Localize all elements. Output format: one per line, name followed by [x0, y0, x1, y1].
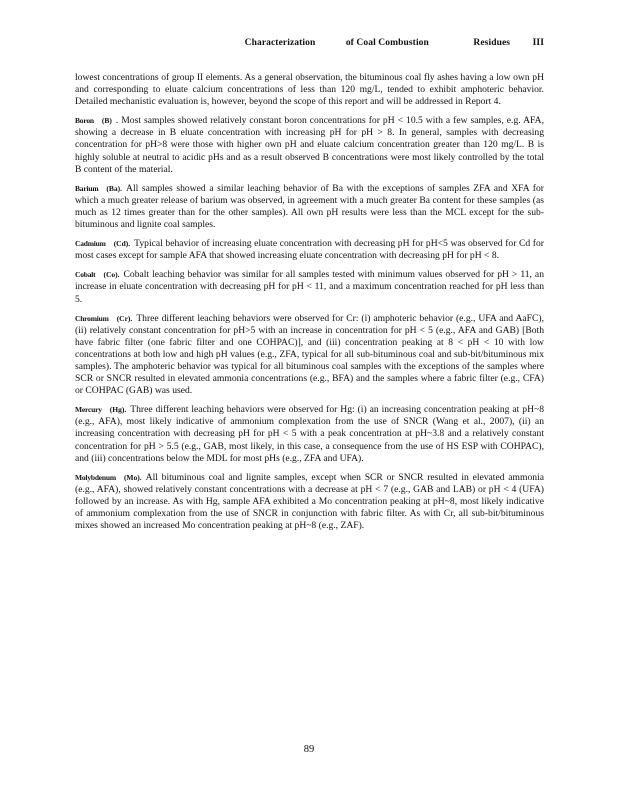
element-symbol: (Hg).: [109, 405, 127, 415]
paragraph-cadmium: [75, 238, 544, 262]
paragraph-lead: Cobalt: [75, 270, 96, 280]
header-part-1: Characterization: [244, 38, 316, 48]
element-symbol: (Cd).: [113, 239, 131, 249]
body-text: [75, 72, 544, 539]
header-part-4: III: [532, 38, 544, 48]
paragraph-text: All samples showed a similar leaching behavior of Ba with the exceptions of samples ZFA and XFA for which a much greater release of barium was observed, in agreement with a much greater Ba content for these samples (as much as 12 times greater than for the other samples). All own pH results were less than the MCL except for the sub-bituminous and lignite coal samples.: [75, 182, 544, 231]
paragraph-text: Three different leaching behaviors were observed for Cr: (i) amphoteric behavior (e.g., UFA and AaFC), (ii) relatively constant concentration for pH>5 with an increase in concentration for pH < 5 (e.g., AFA and GAB) [Both have fabric filter (one fabric filter and one COHPAC)], and (iii) concentration peaking at 8 < pH < 10 with low concentrations at both low and high pH values (e.g., ZFA, typical for all sub-bituminous coal and sub-bit/bituminous mix samples). The amphoteric behavior was typical for all bituminous coal samples with the exceptions of the samples where SCR or SNCR resulted in elevated ammonia concentrations (e.g., BFA) and the samples where a fabric filter (e.g., CFA) or COHPAC (GAB) was used.: [75, 312, 544, 397]
paragraph-text: . Most samples showed relatively constant boron concentrations for pH < 10.5 with a few samples, e.g. AFA, showing a decrease in B eluate concentration with increasing pH for pH > 8. In general, samples with decreasing concentration for pH>8 were those with higher own pH and eluate calcium concentration greater than 120 mg/L. B is highly soluble at neutral to acidic pHs and as a result observed B concentrations were most likely controlled by the total B content of the material.: [75, 115, 544, 175]
paragraph-cobalt: [75, 269, 544, 305]
paragraph-text: Cobalt leaching behavior was similar for all samples tested with minimum values observed for pH > 11, an increase in eluate concentration with decreasing pH for pH < 11, and a maximum concentration reached for pH less than 5.: [75, 269, 544, 305]
paragraph-chromium: [75, 313, 544, 398]
paragraph-lead: Barium: [75, 183, 99, 193]
paragraph-mercury: [75, 404, 544, 464]
element-symbol: (B): [101, 116, 112, 126]
paragraph-text: Typical behavior of increasing eluate concentration with decreasing pH for pH<5 was observed for Cd for most cases except for sample AFA that showed increasing eluate concentration with decreasing pH for pH < 8.: [75, 238, 544, 262]
header-part-3: Residues: [473, 38, 511, 48]
header-part-2: of Coal Combustion: [345, 38, 429, 48]
paragraph-text: All bituminous coal and lignite samples, except when SCR or SNCR resulted in elevated ammonia (e.g., AFA), showed relatively constant concentrations with a decrease at pH < 7 (e.g., GAB and LAB) or pH < 4 (UFA) followed by an increase. As with Hg, sample AFA exhibited a Mo concentration peaking at pH~8, most likely indicative of ammonium complexation from the use of SNCR in conjunction with fabric filter. As with Cr, all sub-bit/bituminous mixes showed an increased Mo concentration peaking at pH~8 (e.g., ZAF).: [75, 471, 544, 532]
intro-paragraph: lowest concentrations of group II elements. As a general observation, the bituminous coal fly ashes having a low own pH and corresponding to eluate calcium concentrations of less than 120 mg/L, tended to exhibit amphoteric behavior. Detailed mechanistic evaluation is, however, beyond the scope of this report and will be addressed in Report 4.: [75, 72, 544, 108]
element-symbol: (Cr).: [116, 313, 133, 323]
paragraph-lead: Cadmium: [75, 239, 106, 249]
paragraph-text: Three different leaching behaviors were observed for Hg: (i) an increasing concentration peaking at pH~8 (e.g., AFA), most likely indicative of ammonium complexation from the use of SNCR (Wang et al., 2007), (ii) an increasing concentration with decreasing pH for pH < 5 with a peak concentration at pH~3.8 and a relatively constant concentration for pH > 5.5 (e.g., GAB, most likely, in this case, a consequence from the use of HS ESP with COHPAC), and (iii) concentrations below the MDL for most pHs (e.g., ZFA and UFA).: [75, 404, 544, 464]
paragraph-boron: [75, 115, 544, 175]
element-symbol: (Mo).: [123, 472, 142, 482]
paragraph-lead: Chromium: [75, 313, 109, 323]
running-header: [245, 38, 544, 48]
paragraph-lead: Mercury: [75, 405, 102, 415]
paragraph-lead: Boron: [75, 116, 94, 126]
page-number: 89: [303, 744, 315, 755]
paragraph-barium: [75, 183, 544, 231]
element-symbol: (Co).: [103, 270, 120, 280]
element-symbol: (Ba).: [106, 183, 123, 193]
paragraph-lead: Molybdenum: [75, 472, 116, 482]
paragraph-molybdenum: [75, 472, 544, 532]
